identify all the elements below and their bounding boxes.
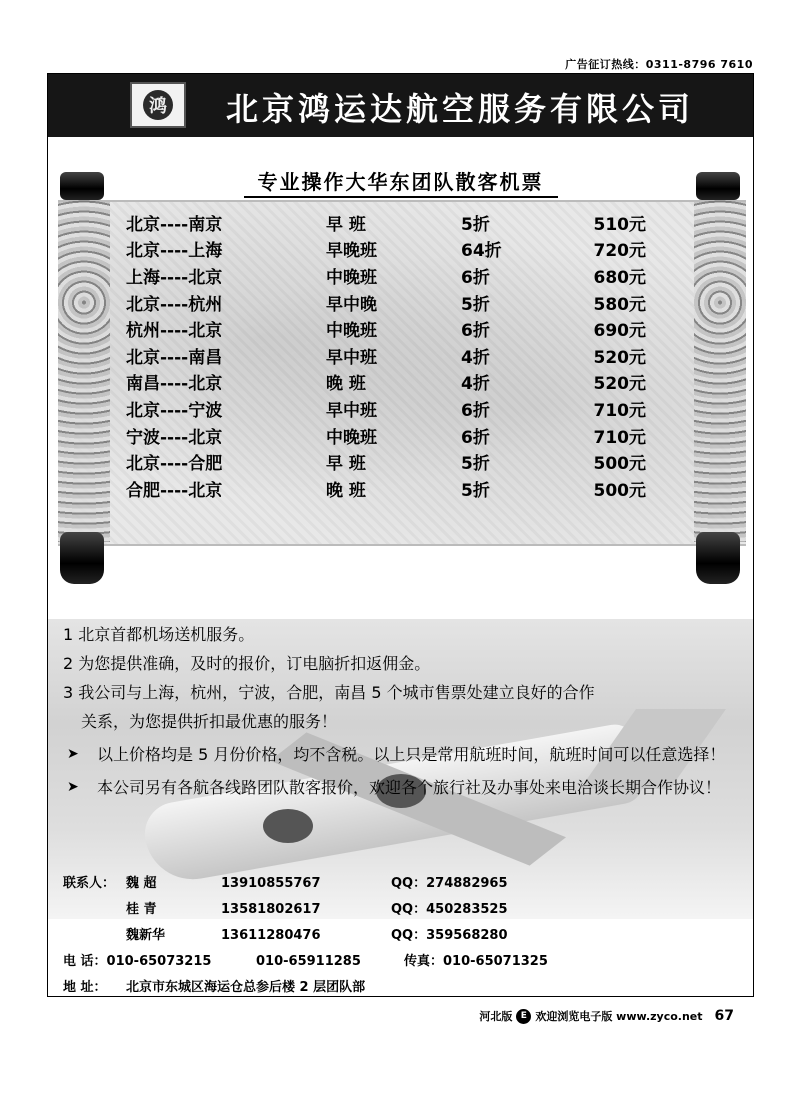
fare-route: 南昌----北京 [126, 374, 223, 395]
fare-schedule: 早中晚 [326, 294, 377, 315]
address: 北京市东城区海运仓总参后楼 2 层团队部 [126, 980, 366, 995]
note-line: 3 我公司与上海，杭州，宁波，合肥，南昌 5 个城市售票处建立良好的合作 [63, 683, 595, 702]
fare-price: 690元 [593, 321, 646, 342]
fare-route: 北京----杭州 [126, 294, 223, 315]
note-line: 1 北京首都机场送机服务。 [63, 625, 255, 644]
fare-schedule: 晚 班 [326, 374, 366, 395]
fare-schedule: 中晚班 [326, 321, 377, 342]
fare-route: 宁波----北京 [126, 427, 223, 448]
fare-route: 北京----南京 [126, 214, 223, 235]
fare-route: 合肥----北京 [126, 480, 223, 501]
contact-mobile: 13910855767 [221, 876, 321, 891]
fare-route: 杭州----北京 [126, 321, 223, 342]
fare-schedule: 早晚班 [326, 241, 377, 262]
contact-name: 魏 超 [126, 876, 157, 891]
contact-qq: QQ：450283525 [391, 902, 508, 917]
fare-discount: 6折 [461, 427, 490, 448]
fare-route: 上海----北京 [126, 267, 223, 288]
e-badge-icon: E [516, 1009, 531, 1024]
fare-discount: 6折 [461, 321, 490, 342]
fare-price: 680元 [593, 267, 646, 288]
page-footer [479, 1008, 734, 1024]
fare-row [126, 369, 646, 396]
fare-schedule: 早中班 [326, 347, 377, 368]
phone-label: 电 话：010-65073215 [63, 954, 212, 969]
fare-price: 720元 [593, 241, 646, 262]
contact-name: 魏新华 [126, 928, 166, 943]
fare-price: 520元 [593, 374, 646, 395]
contact-qq: QQ：274882965 [391, 876, 508, 891]
airplane-engine [263, 809, 313, 843]
company-logo [130, 82, 186, 128]
footer-tagline: 欢迎浏览电子版 www.zyco.net [535, 1010, 703, 1023]
fare-price: 580元 [593, 294, 646, 315]
fax: 传真：010-65071325 [404, 954, 548, 969]
contact-mobile: 13581802617 [221, 902, 321, 917]
fare-table [126, 209, 646, 502]
bullet-item [63, 773, 753, 802]
contact-row [63, 897, 743, 923]
fare-row [126, 209, 646, 236]
phone-1: 010-65073215 [106, 954, 212, 969]
fare-price: 510元 [593, 214, 646, 235]
fare-route: 北京----南昌 [126, 347, 223, 368]
fare-schedule: 早 班 [326, 214, 366, 235]
scroll-rod-top-left [60, 172, 104, 200]
contact-mobile: 13611280476 [221, 928, 321, 943]
fare-route: 北京----上海 [126, 241, 223, 262]
fare-discount: 5折 [461, 214, 490, 235]
fare-price: 710元 [593, 427, 646, 448]
contact-name: 桂 青 [126, 902, 157, 917]
arrow-bullet-icon: ➤ [67, 779, 79, 795]
scroll-rod-bottom-left [60, 532, 104, 584]
page-number: 67 [714, 1008, 734, 1024]
fare-discount: 5折 [461, 454, 490, 475]
fare-discount: 5折 [461, 480, 490, 501]
dragon-pattern-left [58, 200, 110, 542]
address-row [63, 975, 743, 997]
fare-discount: 6折 [461, 400, 490, 421]
phone-row [63, 949, 743, 975]
company-name: 北京鸿运达航空服务有限公司 [226, 90, 695, 128]
fare-row [126, 395, 646, 422]
fare-route: 北京----合肥 [126, 454, 223, 475]
contact-info [63, 871, 743, 997]
note-line: 2 为您提供准确，及时的报价，订电脑折扣返佣金。 [63, 654, 431, 673]
fare-price: 710元 [593, 400, 646, 421]
service-notes [63, 620, 753, 802]
bullet-item [63, 740, 753, 769]
fare-schedule: 早 班 [326, 454, 366, 475]
contact-row [63, 923, 743, 949]
scroll-rod-bottom-right [696, 532, 740, 584]
address-label: 地 址： [63, 980, 107, 995]
fare-schedule: 中晚班 [326, 267, 377, 288]
dragon-pattern-right [694, 200, 746, 542]
fare-discount: 64折 [461, 241, 502, 262]
fare-route: 北京----宁波 [126, 400, 223, 421]
fare-row [126, 236, 646, 263]
fare-row [126, 475, 646, 502]
edition-label: 河北版 [479, 1010, 513, 1023]
fare-row [126, 262, 646, 289]
fare-row [126, 448, 646, 475]
fare-discount: 6折 [461, 267, 490, 288]
contact-label: 联系人： [63, 876, 116, 891]
fare-price: 520元 [593, 347, 646, 368]
header-bar [48, 74, 753, 137]
ad-hotline: 广告征订热线：0311-8796 7610 [565, 58, 753, 71]
fare-row [126, 315, 646, 342]
fare-price: 500元 [593, 454, 646, 475]
fare-discount: 4折 [461, 374, 490, 395]
contact-qq: QQ：359568280 [391, 928, 508, 943]
fare-row [126, 422, 646, 449]
arrow-bullet-icon: ➤ [67, 746, 79, 762]
bullet-text: 本公司另有各航各线路团队散客报价，欢迎各个旅行社及办事处来电洽谈长期合作协议！ [97, 778, 722, 797]
fare-price: 500元 [593, 480, 646, 501]
fare-row [126, 342, 646, 369]
scroll-title: 专业操作大华东团队散客机票 [48, 166, 753, 195]
bullet-text: 以上价格均是 5 月份价格，均不含税。以上只是常用航班时间，航班时间可以任意选择！ [97, 745, 726, 764]
fare-schedule: 早中班 [326, 400, 377, 421]
ad-frame [47, 73, 754, 997]
fare-discount: 5折 [461, 294, 490, 315]
contact-row [63, 871, 743, 897]
fare-schedule: 中晚班 [326, 427, 377, 448]
fare-schedule: 晚 班 [326, 480, 366, 501]
logo-icon: 鸿 [143, 90, 173, 120]
fare-row [126, 289, 646, 316]
note-line: 关系，为您提供折扣最优惠的服务！ [81, 712, 338, 731]
phone-2: 010-65911285 [256, 954, 361, 969]
scroll-rod-top-right [696, 172, 740, 200]
fare-discount: 4折 [461, 347, 490, 368]
